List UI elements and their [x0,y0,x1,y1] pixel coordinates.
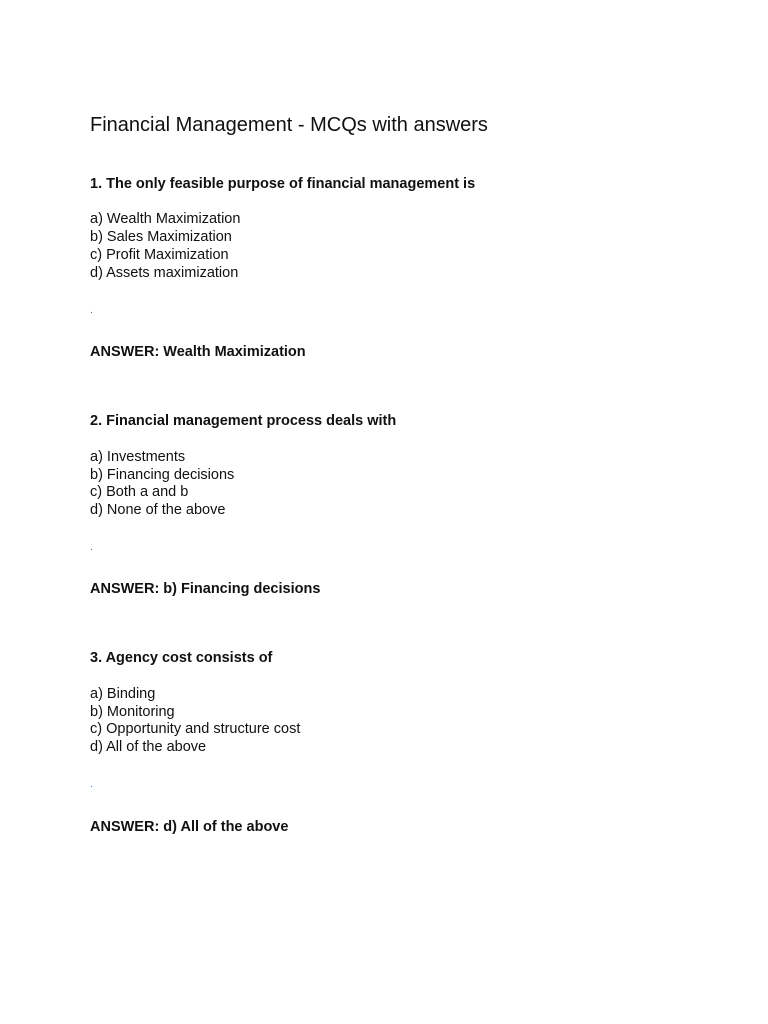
question-2-option-d: d) None of the above [90,502,226,518]
question-2-option-b: b) Financing decisions [90,467,235,483]
question-3: 3. Agency cost consists of [90,650,273,666]
question-2: 2. Financial management process deals with [90,413,397,429]
question-1-option-c: c) Profit Maximization [90,247,229,263]
question-1: 1. The only feasible purpose of financial management is [90,176,476,192]
question-3-option-c: c) Opportunity and structure cost [90,721,301,737]
question-3-option-a: a) Binding [90,686,156,702]
question-3-option-d: d) All of the above [90,739,207,755]
question-1-option-d: d) Assets maximization [90,265,239,281]
question-3-answer: ANSWER: d) All of the above [90,819,289,835]
question-1-option-b: b) Sales Maximization [90,229,232,245]
question-3-separator: . [90,779,93,790]
question-3-option-b: b) Monitoring [90,704,175,720]
document-title: Financial Management - MCQs with answers [90,114,488,136]
question-1-option-a: a) Wealth Maximization [90,211,241,227]
question-1-answer: ANSWER: Wealth Maximization [90,344,306,360]
question-2-option-a: a) Investments [90,449,186,465]
question-2-answer: ANSWER: b) Financing decisions [90,581,321,597]
question-2-separator: . [90,542,93,553]
question-1-separator: . [90,305,93,316]
question-2-option-c: c) Both a and b [90,484,189,500]
